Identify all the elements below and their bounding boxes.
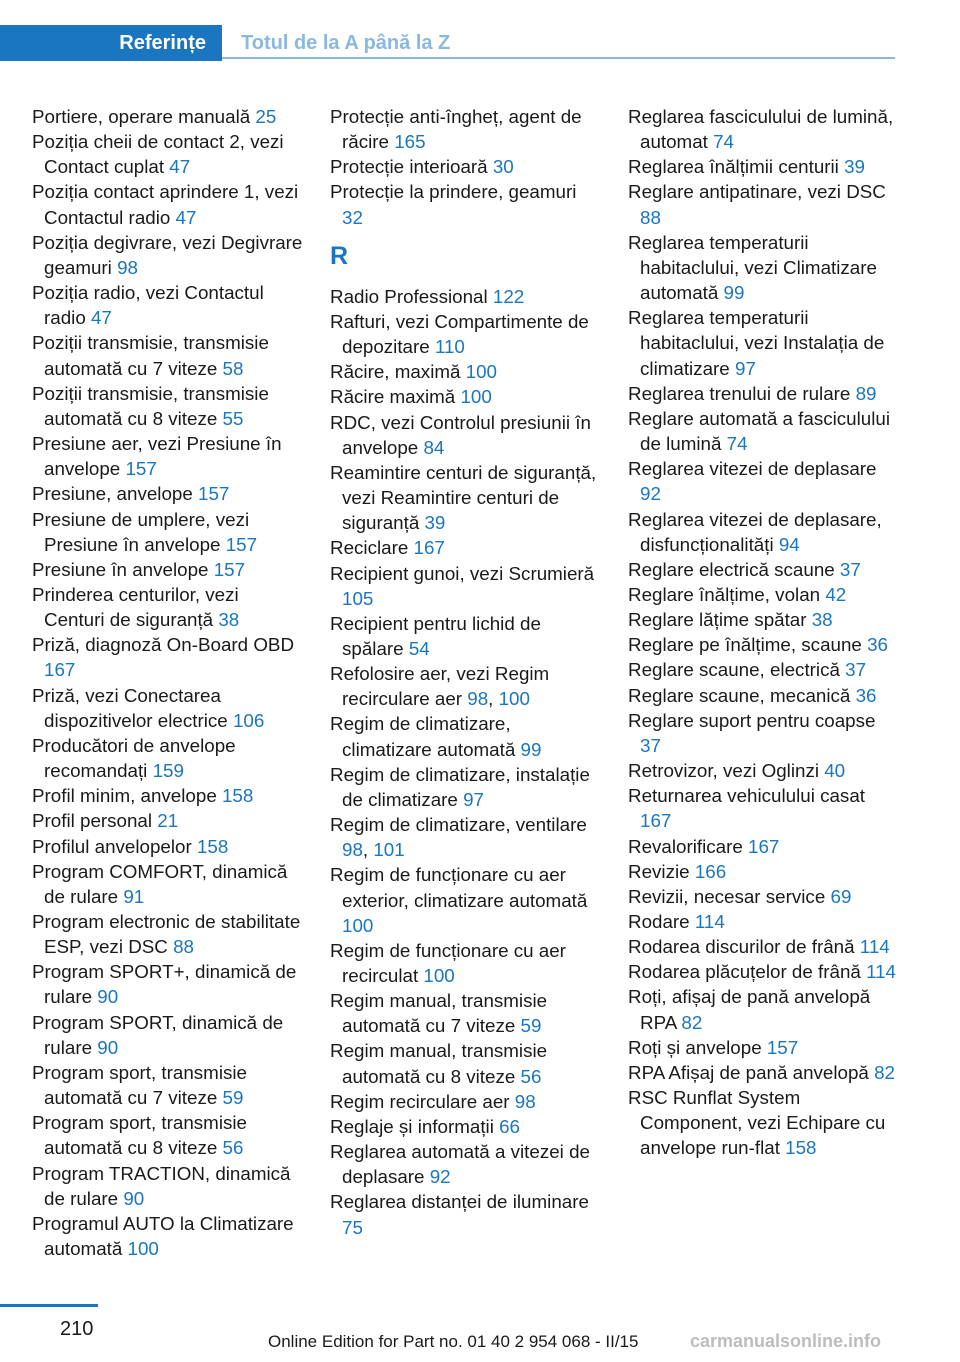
index-entry-text: Profilul anvelopelor [32, 835, 197, 857]
page-link[interactable]: 100 [460, 386, 492, 408]
index-entry-text: Poziția radio, vezi Contactul radio [32, 282, 264, 329]
index-entry [32, 230, 304, 280]
index-entry [330, 711, 602, 761]
page-link[interactable]: 90 [97, 1036, 119, 1058]
page-link[interactable]: 56 [222, 1137, 244, 1159]
index-entry-text: Refolosire aer, vezi Regim recirculare aer [330, 663, 550, 710]
page-link[interactable]: 167 [748, 835, 780, 857]
index-entry-text: Recipient pentru lichid de spălare [330, 612, 541, 659]
page-link[interactable]: 89 [855, 382, 877, 404]
index-entry-text: Reciclare [330, 537, 414, 559]
index-entry-text: Radio Professional [330, 285, 493, 307]
index-entry-text: Poziția degivrare, vezi Degivrare geamuri [32, 231, 303, 278]
index-entry [32, 280, 304, 330]
index-entry-text: Reglarea vitezei de deplasare, disfuncționalități [628, 508, 882, 555]
index-entry-text: Reamintire centuri de siguranță, vezi Reamintire centuri de siguranță [330, 461, 597, 534]
page-link[interactable]: 59 [520, 1015, 542, 1037]
index-entry-text: RDC, vezi Controlul presiunii în anvelope [330, 411, 591, 458]
index-entry [32, 129, 304, 179]
index-entry-text: Priză, diagnoză On-Board OBD [32, 634, 295, 656]
index-entry-text: Poziția contact aprindere 1, vezi Contactul radio [32, 181, 299, 228]
edition-note: Online Edition for Part no. 01 40 2 954 068 - II/15 [268, 1332, 639, 1351]
index-entry-text: Regim recirculare aer [330, 1090, 515, 1112]
page-link[interactable]: 21 [157, 810, 179, 832]
page-link[interactable]: 58 [222, 357, 244, 379]
index-entry [628, 1085, 898, 1160]
index-entry [330, 1189, 602, 1239]
page-link[interactable]: 100 [423, 965, 455, 986]
index-entry-text: Program sport, transmisie automată cu 8 viteze [32, 1112, 248, 1159]
index-entry-text: Regim manual, transmisie automată cu 8 viteze [330, 1040, 548, 1087]
page-link[interactable]: 122 [492, 285, 525, 307]
index-entry-text: Portiere, operare manuală [32, 106, 256, 127]
page-link[interactable]: 40 [824, 760, 846, 782]
index-entry [628, 683, 898, 708]
page-link[interactable]: 167 [640, 810, 672, 832]
index-entry: Refolosire aer, vezi Regim recirculare aer 98, 100 [330, 663, 550, 710]
index-entry-text: Profil minim, anvelope [32, 785, 222, 807]
index-entry [628, 582, 898, 607]
page-link[interactable]: 100 [342, 914, 374, 936]
index-entry [330, 938, 602, 988]
index-entry-text: Regim de funcționare cu aer exterior, climatizare automată [330, 864, 588, 911]
index-entry [330, 359, 602, 384]
index-entry [32, 557, 304, 582]
page-link[interactable]: 97 [734, 357, 756, 379]
index-entry-text: Rodarea discurilor de frână [628, 936, 860, 958]
page-link[interactable]: 47 [175, 206, 197, 228]
index-entry-text: Program sport, transmisie automată cu 7 viteze [32, 1061, 248, 1109]
footer-accent-line [0, 1304, 98, 1307]
page-link[interactable]: 106 [232, 709, 265, 731]
index-entry [330, 284, 602, 309]
page-link[interactable]: 88 [640, 206, 661, 228]
index-entry-text: Returnarea vehiculului casat [628, 785, 865, 807]
page-link[interactable]: 30 [492, 156, 514, 178]
index-entry [32, 1110, 304, 1160]
index-column-2 [330, 104, 602, 1240]
index-entry [628, 381, 898, 406]
index-entry-text: Program SPORT, dinamică de rulare [32, 1011, 284, 1058]
index-entry-text: RSC Runflat System Component, vezi Echipare cu anvelope run-flat [628, 1087, 886, 1159]
index-entry [628, 557, 898, 582]
index-entry [330, 1139, 602, 1189]
page-link[interactable]: 114 [866, 961, 897, 983]
page-link[interactable]: 167 [44, 659, 76, 681]
index-entry [32, 783, 304, 808]
index-entry-text: Reglarea fasciculului de lumină, automat [628, 106, 894, 153]
index-entry: Regim de climatizare, ventilare 98, 101 [330, 814, 587, 861]
index-entry-text: Reglare suport pentru coapse [628, 709, 876, 731]
index-entry-text: Programul AUTO la Climatizare automată [32, 1212, 294, 1260]
page-link[interactable]: 157 [198, 483, 230, 505]
page-link[interactable]: 36 [855, 684, 877, 706]
index-entry-text: Reglarea temperaturii habitaclului, vezi Instalația de climatizare [628, 307, 885, 379]
index-entry-text: Producători de anvelope recomandați [32, 734, 236, 782]
page-link[interactable]: 92 [429, 1166, 451, 1188]
index-column-3 [628, 104, 898, 1161]
page-link[interactable]: 100 [498, 688, 530, 710]
index-entry [628, 984, 898, 1034]
index-entry-text: Reglare electrică scaune [628, 558, 840, 580]
index-entry [32, 330, 304, 380]
index-entry [628, 406, 898, 456]
index-entry [330, 179, 602, 229]
index-entry [32, 859, 304, 909]
page-link[interactable]: 110 [434, 336, 465, 358]
index-entry [628, 1035, 898, 1060]
index-entry-text: Poziția cheii de contact 2, vezi Contact cuplat [32, 131, 284, 178]
index-entry [32, 1161, 304, 1211]
index-entry-text: RPA Afișaj de pană anvelopă [628, 1061, 875, 1083]
tab-referinte[interactable]: Referințe [0, 25, 222, 61]
index-entry-text: Reglaje și informații [330, 1115, 500, 1137]
page-link[interactable]: 55 [222, 407, 244, 429]
index-entry [628, 154, 898, 179]
page-link[interactable]: 165 [394, 131, 426, 153]
index-entry [628, 1060, 898, 1085]
index-entry-text: Regim de funcționare cu aer recirculat [330, 939, 566, 986]
page-link[interactable]: 56 [520, 1065, 542, 1087]
page-link[interactable]: 114 [694, 911, 725, 932]
index-entry-text: Revizii, necesar service [628, 885, 831, 907]
index-entry [32, 909, 304, 959]
index-entry [32, 733, 304, 783]
page-link[interactable]: 100 [127, 1238, 159, 1260]
page-link[interactable]: 75 [342, 1216, 363, 1238]
index-entry [628, 859, 898, 884]
index-entry [32, 834, 304, 859]
page-link[interactable]: 59 [222, 1087, 244, 1109]
page-link[interactable]: 88 [173, 936, 194, 958]
index-entry [628, 507, 898, 557]
index-entry [32, 1010, 304, 1060]
index-entry-text: Profil personal [32, 810, 158, 832]
index-entry-text: Revalorificare [628, 835, 749, 857]
page-link[interactable]: 32 [342, 206, 363, 228]
page-link[interactable]: 91 [123, 885, 145, 907]
index-entry-text: Regim manual, transmisie automată cu 7 viteze [330, 990, 548, 1037]
index-entry [628, 179, 898, 229]
index-entry-text: Regim de climatizare, ventilare [330, 814, 587, 836]
page-link[interactable]: 92 [640, 483, 661, 505]
page-link[interactable]: 82 [874, 1061, 895, 1083]
page-link[interactable]: 37 [839, 558, 861, 580]
index-entry [628, 104, 898, 154]
page-link[interactable]: 90 [123, 1187, 145, 1209]
index-entry-text: Presiune aer, vezi Presiune în anvelope [32, 433, 282, 480]
index-entry [32, 179, 304, 229]
page-link[interactable]: 39 [424, 512, 446, 534]
page-link[interactable]: 69 [830, 885, 852, 907]
index-entry-text: Program SPORT+, dinamică de rulare [32, 961, 297, 1008]
index-entry [628, 456, 898, 506]
page-link[interactable]: 157 [125, 458, 157, 480]
page-link[interactable]: 54 [408, 637, 430, 659]
index-entry [330, 535, 602, 560]
index-entry [628, 834, 898, 859]
index-entry [628, 657, 898, 682]
index-entry-text: Protecție anti-îngheț, agent de răcire [330, 106, 582, 153]
page-link[interactable]: 74 [713, 131, 734, 153]
index-entry-text: Reglarea temperaturii habitaclului, vezi Climatizare automată [628, 231, 877, 304]
index-entry-text: Recipient gunoi, vezi Scrumieră [330, 562, 595, 584]
index-entry-text: Reglarea automată a vitezei de deplasare [330, 1141, 590, 1188]
index-entry-text: Reglare antipatinare, vezi DSC [628, 181, 886, 203]
index-entry [628, 909, 898, 934]
index-entry-text: Reglare înălțime, volan [628, 583, 826, 605]
page-link[interactable]: 98 [467, 688, 489, 710]
index-entry-text: Program electronic de stabilitate ESP, vezi DSC [32, 911, 301, 958]
page-link[interactable]: 47 [169, 156, 191, 178]
page-link[interactable]: 100 [465, 361, 498, 383]
index-entry [330, 762, 602, 812]
index-entry-text: Priză, vezi Conectarea dispozitivelor electrice [32, 684, 233, 731]
index-entry [32, 381, 304, 431]
index-entry [32, 481, 304, 506]
page-link[interactable]: 99 [723, 282, 745, 304]
watermark: carmanualsonline.info [690, 1331, 882, 1351]
page-link[interactable]: 47 [90, 307, 112, 329]
tab-a-z[interactable]: Totul de la A până la Z [222, 25, 895, 59]
page-link[interactable]: 157 [213, 558, 246, 580]
page-link[interactable]: 159 [152, 760, 184, 782]
page-link[interactable]: 101 [373, 839, 405, 861]
page-link[interactable]: 82 [681, 1011, 703, 1033]
index-entry-text: Reglarea vitezei de deplasare [628, 458, 877, 480]
index-entry-text: Reglare pe înălțime, scaune [628, 634, 868, 656]
index-entry [330, 410, 602, 460]
index-entry-text: Roți, afișaj de pană anvelopă RPA [628, 986, 871, 1033]
index-entry-text: Regim de climatizare, instalație de climatizare [330, 763, 590, 810]
index-entry-text: Răcire, maximă [330, 361, 466, 383]
index-entry [32, 431, 304, 481]
page-link[interactable]: 84 [423, 436, 445, 458]
index-entry-text: Protecție la prindere, geamuri [330, 181, 577, 203]
index-entry-text: Regim de climatizare, climatizare automată [330, 713, 521, 760]
index-entry [330, 309, 602, 359]
index-entry-text: Retrovizor, vezi Oglinzi [628, 760, 825, 782]
index-entry-text: Reglare scaune, electrică [628, 659, 846, 681]
index-entry [330, 862, 602, 937]
index-entry [628, 632, 898, 657]
page-link[interactable]: 98 [514, 1090, 536, 1112]
index-entry-text: Prinderea centurilor, vezi Centuri de siguranță [32, 583, 239, 631]
index-entry-text: Reglare automată a fasciculului de lumină [628, 407, 891, 455]
index-entry [628, 607, 898, 632]
page-link[interactable]: 167 [413, 537, 445, 559]
index-entry-text: Reglarea înălțimii centurii [628, 156, 845, 178]
index-entry-text: Presiune, anvelope [32, 483, 199, 505]
index-entry [330, 988, 602, 1038]
index-entry-text: Program COMFORT, dinamică de rulare [32, 860, 288, 907]
index-entry [32, 808, 304, 833]
index-entry-text: Presiune în anvelope [32, 558, 214, 580]
index-entry-text: Rafturi, vezi Compartimente de depozitare [330, 310, 589, 358]
index-entry [32, 1060, 304, 1110]
index-entry-text: Reglarea trenului de rulare [628, 382, 856, 404]
index-entry-text: Rodarea plăcuțelor de frână [628, 961, 867, 983]
page-link[interactable]: 98 [342, 839, 363, 861]
page-link[interactable]: 74 [726, 433, 748, 455]
index-entry [32, 582, 304, 632]
index-entry [628, 884, 898, 909]
index-entry [32, 1211, 304, 1261]
header-bar [0, 25, 895, 61]
index-entry [330, 154, 602, 179]
index-entry [330, 384, 602, 409]
index-column-1 [32, 104, 304, 1261]
index-entry [32, 632, 304, 682]
page-link[interactable]: 158 [221, 785, 254, 807]
index-entry [32, 683, 304, 733]
page-link[interactable]: 105 [342, 587, 374, 609]
index-entry [32, 959, 304, 1009]
page-link[interactable]: 97 [463, 788, 484, 810]
page-link[interactable]: 36 [867, 634, 888, 656]
page-link[interactable]: 94 [778, 533, 800, 555]
page-link[interactable]: 166 [694, 860, 727, 882]
page-link[interactable]: 157 [225, 533, 258, 555]
page-number: 210 [60, 1318, 94, 1340]
page-link[interactable]: 90 [97, 986, 119, 1008]
index-entry-text: Protecție interioară [330, 156, 493, 178]
index-entry-text: Program TRACTION, dinamică de rulare [32, 1162, 291, 1209]
index-entry-text: Roți și anvelope [628, 1036, 767, 1058]
index-entry [32, 507, 304, 557]
page-link[interactable]: 38 [811, 609, 833, 631]
page-link[interactable]: 42 [825, 583, 847, 605]
page-link[interactable]: 157 [766, 1036, 799, 1058]
index-entry [32, 104, 304, 129]
index-entry-text: Reglarea distanței de iluminare [330, 1191, 589, 1213]
index-entry-text: Presiune de umplere, vezi Presiune în anvelope [32, 508, 250, 555]
index-entry [330, 611, 602, 661]
page-link[interactable]: 66 [499, 1115, 520, 1137]
index-entry [628, 959, 898, 984]
index-entry-text: Reglare scaune, mecanică [628, 684, 856, 706]
index-entry [330, 1038, 602, 1088]
index-entry [330, 561, 602, 611]
index-entry [628, 708, 898, 758]
page-link[interactable]: 39 [844, 156, 865, 178]
index-entry-text: Rodare [628, 911, 695, 932]
index-entry [330, 1089, 602, 1114]
page-link[interactable]: 38 [218, 609, 240, 631]
index-entry-text: Reglare lățime spătar [628, 609, 812, 631]
page-link[interactable]: 114 [859, 936, 890, 958]
index-entry [628, 230, 898, 305]
index-entry [628, 305, 898, 380]
index-entry [330, 1114, 602, 1139]
page-link[interactable]: 37 [640, 734, 661, 756]
index-entry-text: Răcire maximă [330, 386, 461, 408]
page-link[interactable]: 99 [520, 738, 542, 760]
index-entry [330, 104, 602, 154]
index-entry-text: Poziții transmisie, transmisie automată cu 8 viteze [32, 382, 269, 429]
page-link[interactable]: 98 [117, 256, 138, 278]
page-link[interactable]: 158 [196, 835, 229, 857]
index-entry [628, 758, 898, 783]
index-entry [628, 783, 898, 833]
page-link[interactable]: 25 [255, 106, 277, 127]
section-letter: R [330, 241, 349, 270]
page-link[interactable]: 158 [785, 1137, 817, 1159]
page-link[interactable]: 37 [845, 659, 867, 681]
index-entry-text: Revizie [628, 860, 695, 882]
index-entry [330, 460, 602, 535]
index-entry [628, 934, 898, 959]
index-entry-text: Poziții transmisie, transmisie automată cu 7 viteze [32, 332, 269, 379]
